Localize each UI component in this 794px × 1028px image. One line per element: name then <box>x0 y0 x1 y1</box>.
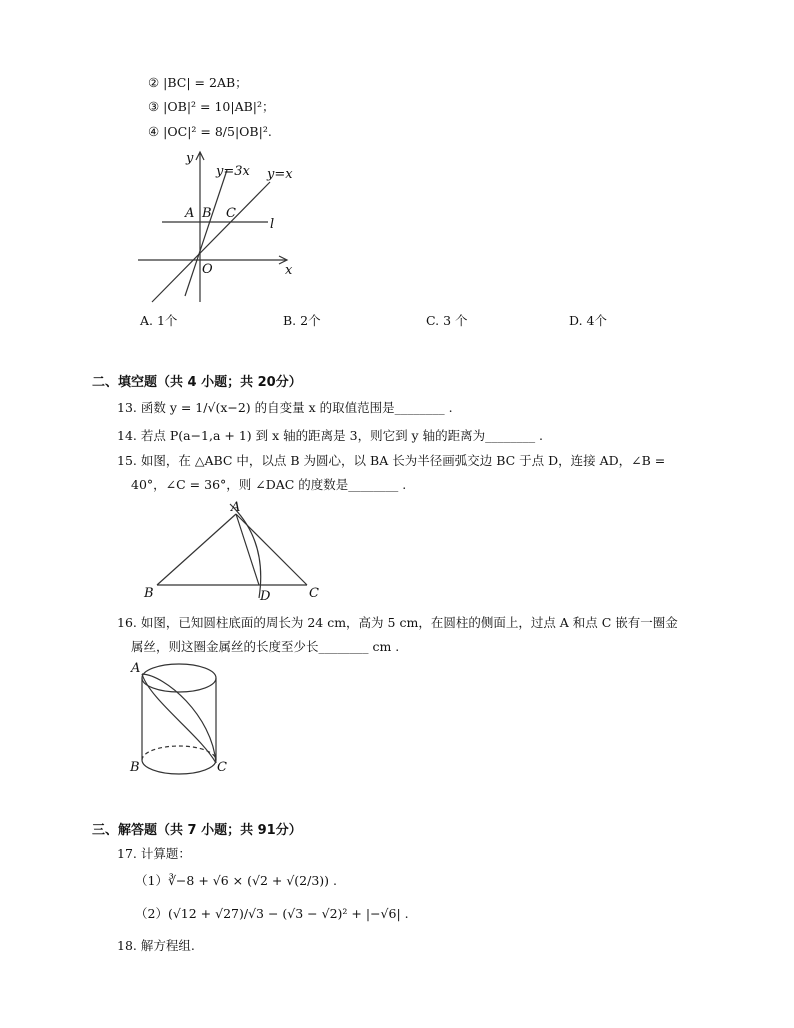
option-d: D. 4个 <box>569 313 607 328</box>
question-18: 18. 解方程组. <box>117 938 195 953</box>
question-17: 17. 计算题： <box>117 846 191 861</box>
vertex-d-label: D <box>260 589 271 604</box>
question-13: 13. 函数 y = 1/√(x−2) 的自变量 x 的取值范围是________ . <box>117 400 453 415</box>
question-14: 14. 若点 P(a−1,a + 1) 到 x 轴的距离是 3，则它到 y 轴的距离为________ . <box>117 428 544 443</box>
option-c: C. 3 个 <box>426 313 468 328</box>
question-17-part1: （1）∛−8 + √6 × (√2 + √(2/3)) . <box>135 873 337 888</box>
question-16-line2: 属丝，则这圈金属丝的长度至少长________ cm . <box>131 639 400 654</box>
line-l-label: l <box>270 217 275 232</box>
cylinder-c-label: C <box>217 760 227 775</box>
vertex-b-label: B <box>144 586 154 601</box>
section2-heading: 二、填空题（共 4 小题；共 20分） <box>92 375 302 390</box>
y-axis-label: y <box>186 151 194 166</box>
prev-item-3: ③ |OB|² = 10|AB|²； <box>148 99 275 114</box>
prev-item-4: ④ |OC|² = 8/5|OB|². <box>148 124 272 139</box>
cylinder-top <box>142 664 216 692</box>
point-c-label: C <box>226 206 236 221</box>
point-b-label: B <box>202 206 212 221</box>
question-16-line1: 16. 如图，已知圆柱底面的周长为 24 cm，高为 5 cm，在圆柱的侧面上，过点 A 和点 C 嵌有一圈金 <box>117 615 678 630</box>
option-a: A. 1个 <box>140 313 178 328</box>
question-17-part2: （2）(√12 + √27)/√3 − (√3 − √2)² + |−√6| . <box>135 906 409 921</box>
line-steep-label: y=3x <box>216 164 250 179</box>
vertex-c-label: C <box>309 586 319 601</box>
question-15-line2: 40°，∠C = 36°，则 ∠DAC 的度数是________ . <box>131 477 407 492</box>
line-diag-label: y=x <box>267 167 293 182</box>
option-b: B. 2个 <box>283 313 321 328</box>
cylinder-bottom-front <box>142 760 216 774</box>
cylinder-a-label: A <box>131 661 141 676</box>
origin-label: O <box>202 262 213 277</box>
x-axis-label: x <box>285 263 293 278</box>
prev-item-2: ② |BC| = 2AB； <box>148 75 248 90</box>
cylinder-b-label: B <box>130 760 140 775</box>
section3-heading: 三、解答题（共 7 小题；共 91分） <box>92 823 302 838</box>
vertex-a-label: A <box>231 500 241 515</box>
point-a-label: A <box>185 206 195 221</box>
question-15-line1: 15. 如图，在 △ABC 中，以点 B 为圆心，以 BA 长为半径画弧交边 BC 于点 D，连接 AD，∠B = <box>117 453 666 468</box>
